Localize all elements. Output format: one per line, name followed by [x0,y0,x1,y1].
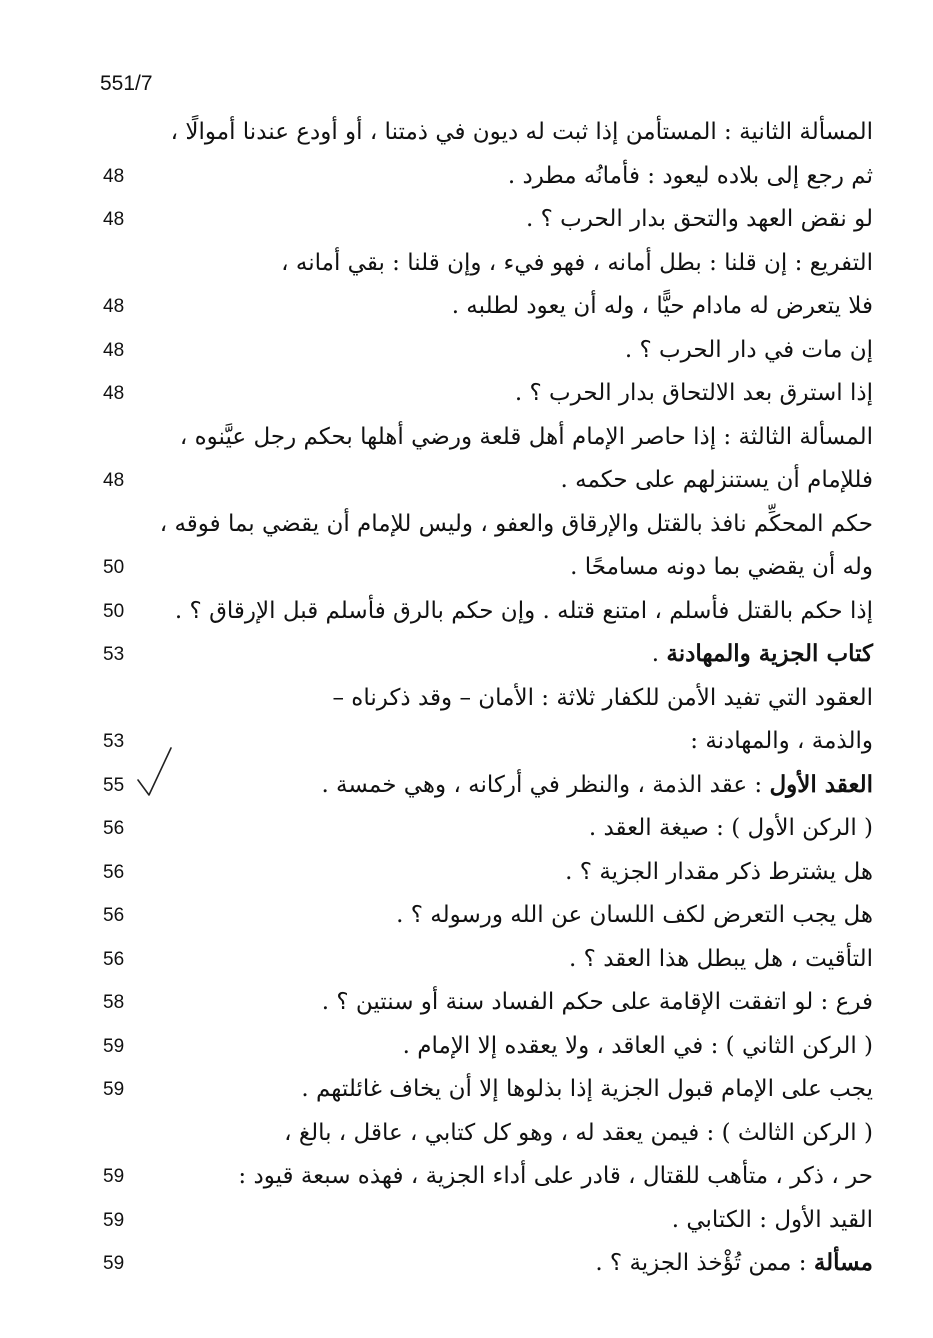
toc-entry-body: فلا يتعرض له مادام حيًّا ، وله أن يعود لطلبه . [451,293,873,319]
toc-page-number: 59 [103,1035,125,1057]
toc-entry-text [173,939,873,979]
toc-page-number: 48 [103,296,125,317]
toc-entry-text [173,634,873,674]
toc-entry-text [173,721,873,761]
toc-entry [95,852,885,896]
toc-entry-text [173,1243,873,1283]
toc-entry [95,460,885,504]
toc-page-number: 55 [103,774,125,796]
toc-entry [95,1156,885,1200]
toc-entry [95,1026,885,1070]
toc-entry [95,1069,885,1113]
toc-entry [95,591,885,635]
toc-entry-text [173,591,873,631]
toc-entry [95,547,885,591]
toc-entry [95,678,885,722]
checkmark-icon [135,745,175,805]
toc-page-number: 48 [103,209,125,230]
toc-entry [95,199,885,243]
toc-entry-body: يجب على الإمام قبول الجزية إذا بذلوها إلا أن يخاف غائلتهم . [301,1076,873,1102]
toc-entry-text [159,504,873,544]
toc-entry-text [173,373,873,413]
toc-page-number: 59 [103,1209,125,1231]
toc-entry-body: حر ، ذكر ، متأهب للقتال ، قادر على أداء الجزية ، فهذه سبعة قيود : [238,1163,873,1189]
toc-page-number: 59 [103,1166,125,1187]
toc-entry-body: التفريع : إن قلنا : بطل أمانه ، فهو فيء ، وإن قلنا : بقي أمانه ، [281,249,873,276]
toc-entry-body: ( الركن الثاني ) : في العاقد ، ولا يعقده إلا الإمام . [402,1032,873,1059]
toc-entry [95,634,885,678]
toc-entry-body: ثم رجع إلى بلاده ليعود : فأمانُه مطرد . [507,162,873,189]
table-of-contents [95,112,885,1287]
toc-entry-body: : عقد الذمة ، والنظر في أركانه ، وهي خمسة . [321,771,770,798]
toc-entry [95,330,885,374]
toc-entry-heading: العقد الأول [769,770,873,798]
toc-entry-body: القيد الأول : الكتابي . [671,1206,873,1233]
toc-entry-body: لو نقض العهد والتحق بدار الحرب ؟ . [526,206,873,232]
toc-entry-text [173,1156,873,1196]
toc-entry-body: وله أن يقضي بما دونه مسامحًا . [570,554,873,580]
toc-entry [95,417,885,461]
toc-page-number: 48 [103,383,125,404]
toc-entry-body: : ممن تُؤْخذ الجزية ؟ . [595,1250,814,1276]
toc-entry [95,808,885,852]
toc-entry-text [173,330,873,370]
toc-page-number: 48 [103,165,125,187]
toc-entry-text [173,156,873,196]
toc-entry-text [173,460,873,500]
toc-page-number: 56 [103,861,125,883]
toc-entry-body: ( الركن الثالث ) : فيمن يعقد له ، وهو كل كتابي ، عاقل ، بالغ ، [284,1119,873,1146]
toc-entry [95,112,885,156]
toc-entry-text [173,1200,873,1240]
toc-entry-body: ( الركن الأول ) : صيغة العقد . [588,815,873,841]
toc-entry-text [173,199,873,239]
toc-page-number: 56 [103,818,125,839]
toc-page-number: 53 [103,644,125,665]
toc-entry-text [173,1026,873,1066]
toc-page-number: 48 [103,470,125,491]
toc-entry-body: إذا حكم بالقتل فأسلم ، امتنع قتله . وإن حكم بالرق فأسلم قبل الإرقاق ؟ . [174,597,873,624]
toc-entry-body: فرع : لو اتفقت الإقامة على حكم الفساد سنة أو سنتين ؟ . [321,989,873,1015]
toc-entry [95,721,885,765]
toc-entry-text [173,1069,873,1109]
toc-entry-body: والذمة ، والمهادنة : [690,728,873,754]
toc-entry-text [173,286,873,326]
toc-entry [95,156,885,200]
page-reference: 551/7 [100,72,153,95]
toc-page-number: 58 [103,992,125,1013]
toc-entry-text [173,895,873,935]
toc-entry-text [173,852,873,892]
toc-entry [95,243,885,287]
toc-entry-body: هل يشترط ذكر مقدار الجزية ؟ . [565,858,873,885]
toc-entry-body: إن مات في دار الحرب ؟ . [624,336,873,363]
toc-page-number: 53 [103,731,125,752]
toc-entry-text [173,678,873,718]
toc-entry-text [173,982,873,1022]
toc-entry-text [173,1113,873,1153]
toc-page-number: 50 [103,557,125,578]
toc-page-number: 59 [103,1253,125,1274]
toc-entry-body: التأقيت ، هل يبطل هذا العقد ؟ . [569,945,873,972]
toc-entry-body: المسألة الثالثة : إذا حاصر الإمام أهل قلعة ورضي أهلها بحكم رجل عيَّنوه ، [179,423,873,450]
toc-entry-text [170,112,873,152]
toc-entry-body: إذا استرق بعد الالتحاق بدار الحرب ؟ . [514,380,873,406]
toc-entry [95,504,885,548]
toc-entry-text [173,417,873,457]
toc-entry [95,765,885,809]
toc-entry [95,939,885,983]
toc-entry [95,373,885,417]
toc-entry [95,895,885,939]
toc-entry-text [173,808,873,848]
toc-entry [95,982,885,1026]
toc-entry-body: . [651,641,667,667]
toc-entry-text [173,765,873,805]
toc-entry [95,1113,885,1157]
toc-entry [95,1200,885,1244]
toc-entry-heading: مسألة [813,1249,873,1276]
toc-entry-body: العقود التي تفيد الأمن للكفار ثلاثة : الأمان – وقد ذكرناه – [332,684,873,711]
toc-page-number: 50 [103,600,125,622]
toc-entry [95,286,885,330]
toc-entry [95,1243,885,1287]
toc-entry-body: هل يجب التعرض لكف اللسان عن الله ورسوله ؟ . [396,902,873,928]
toc-page-number: 59 [103,1079,125,1100]
toc-page-number: 56 [103,905,125,926]
toc-entry-text [173,547,873,587]
toc-entry-body: فللإمام أن يستنزلهم على حكمه . [560,467,873,493]
toc-page-number: 48 [103,339,125,361]
toc-page-number: 56 [103,948,125,970]
toc-entry-body: حكم المحكِّم نافذ بالقتل والإرقاق والعفو ، وليس للإمام أن يقضي بما فوقه ، [159,510,873,537]
toc-entry-text [173,243,873,283]
toc-entry-body: المسألة الثانية : المستأمن إذا ثبت له ديون في ذمتنا ، أو أودع عندنا أموالًا ، [170,119,873,145]
toc-entry-heading: كتاب الجزية والمهادنة [666,640,873,667]
